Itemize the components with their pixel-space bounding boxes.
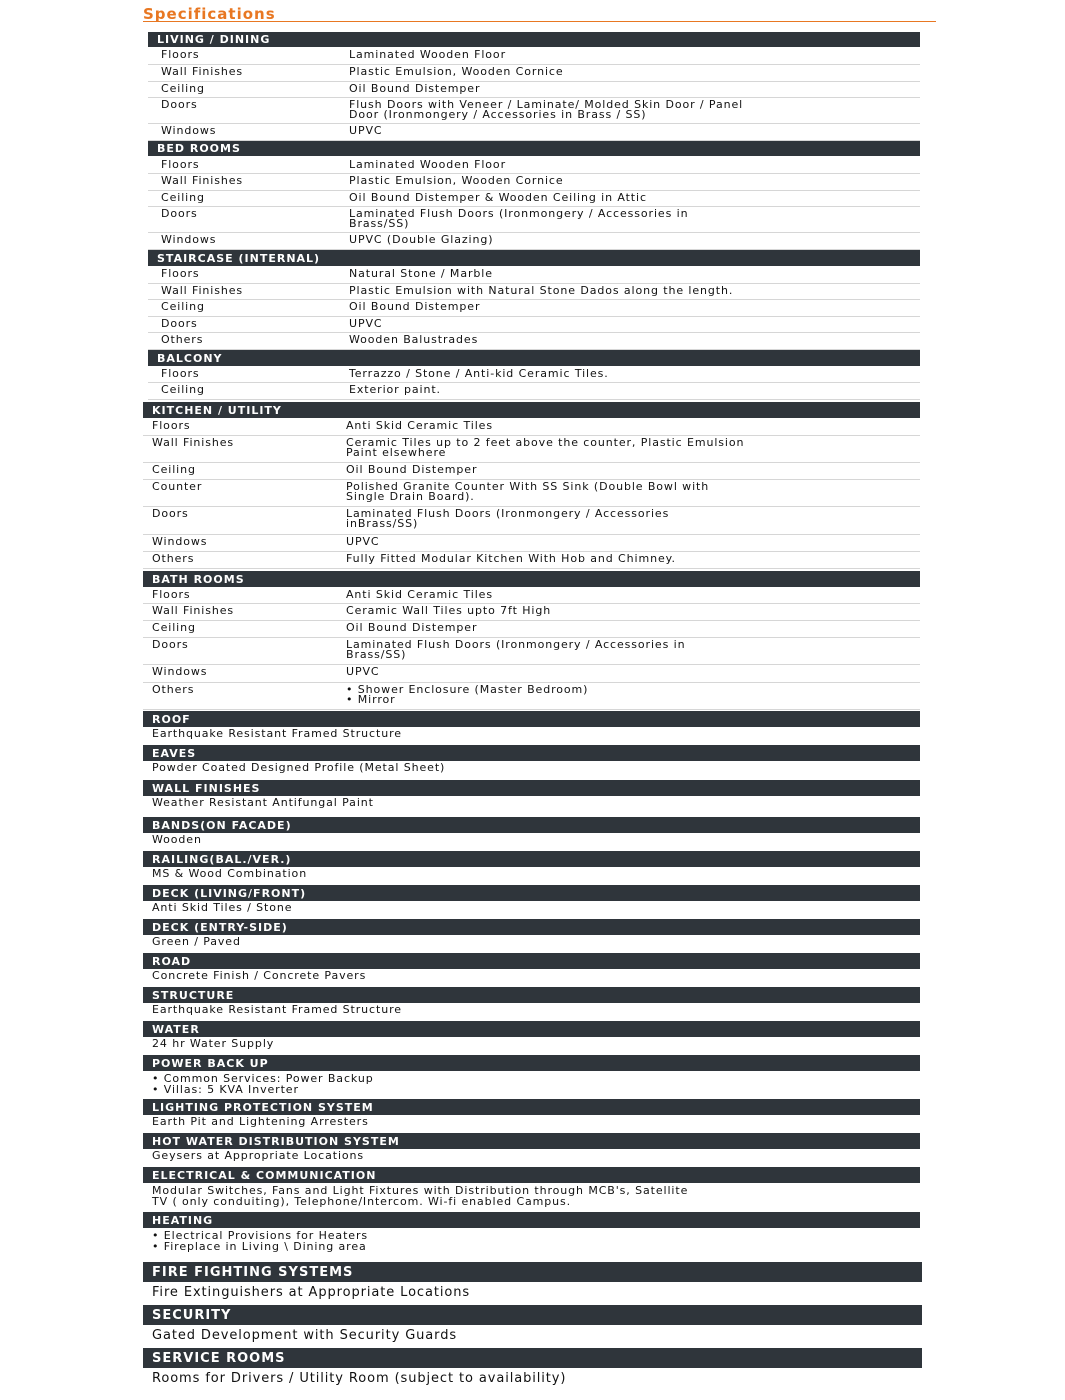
spec-value-line: Flush Doors with Veneer / Laminate/ Molded Skin Door / Panel <box>349 98 744 111</box>
section-header-water: WATER <box>143 1021 920 1037</box>
spec-row <box>148 284 920 300</box>
spec-label: Doors <box>152 507 189 520</box>
spec-label: Floors <box>152 419 191 432</box>
spec-value <box>349 335 478 345</box>
section-text-line: • Electrical Provisions for Heaters <box>152 1229 369 1242</box>
spec-label: Windows <box>152 535 208 548</box>
section-header-fire-fighting-systems: FIRE FIGHTING SYSTEMS <box>143 1262 922 1282</box>
section-text-line: 24 hr Water Supply <box>152 1037 275 1050</box>
spec-label: Doors <box>161 98 198 111</box>
spec-row <box>148 65 920 82</box>
section-text-heating <box>143 1231 920 1253</box>
spec-value <box>349 50 506 60</box>
spec-value-line: UPVC <box>346 535 380 548</box>
spec-value-line: UPVC <box>349 317 383 330</box>
spec-label: Floors <box>161 367 200 380</box>
spec-label: Doors <box>161 317 198 330</box>
section-text-line: Anti Skid Tiles / Stone <box>152 901 293 914</box>
spec-label: Floors <box>161 267 200 280</box>
spec-row <box>148 317 920 333</box>
spec-row <box>143 419 920 436</box>
spec-value <box>349 235 493 245</box>
section-text-power-back-up <box>143 1074 920 1096</box>
section-text-railing-bal-ver <box>143 869 920 880</box>
spec-label: Wall Finishes <box>161 174 244 187</box>
spec-value-line: UPVC <box>349 124 383 137</box>
spec-value-line: Oil Bound Distemper <box>346 621 478 634</box>
spec-value-line: inBrass/SS) <box>346 517 419 530</box>
section-text-line: Modular Switches, Fans and Light Fixtures with Distribution through MCB's, Satellite <box>152 1184 689 1197</box>
spec-value <box>346 667 380 677</box>
section-header-railing-bal-ver: RAILING(BAL./VER.) <box>143 851 920 867</box>
spec-value <box>346 465 477 475</box>
spec-value-line: • Mirror <box>346 693 396 706</box>
spec-value-line: Plastic Emulsion, Wooden Cornice <box>349 65 564 78</box>
spec-value-line: Laminated Flush Doors (Ironmongery / Accessories <box>346 507 670 520</box>
spec-row <box>143 665 920 683</box>
spec-value <box>349 126 383 136</box>
spec-row <box>148 233 920 250</box>
spec-label: Others <box>152 552 195 565</box>
section-text-line: Rooms for Drivers / Utility Room (subject to availability) <box>152 1371 567 1386</box>
spec-value <box>346 685 588 705</box>
spec-value-line: Anti Skid Ceramic Tiles <box>346 419 493 432</box>
spec-value <box>346 640 685 660</box>
spec-value-line: Exterior paint. <box>349 383 441 396</box>
section-header-service-rooms: SERVICE ROOMS <box>143 1348 922 1368</box>
spec-row <box>148 267 920 284</box>
spec-label: Wall Finishes <box>161 65 244 78</box>
spec-label: Counter <box>152 480 203 493</box>
spec-label: Windows <box>152 665 208 678</box>
spec-row <box>148 174 920 191</box>
section-text-bands-on-facade <box>143 835 920 846</box>
spec-value <box>346 438 744 458</box>
section-text-line: Green / Paved <box>152 935 241 948</box>
spec-row <box>143 463 920 480</box>
spec-value <box>349 67 564 77</box>
section-header-hot-water-distribution-system: HOT WATER DISTRIBUTION SYSTEM <box>143 1133 920 1149</box>
spec-value <box>349 369 609 379</box>
spec-label: Ceiling <box>161 191 205 204</box>
spec-value <box>346 537 380 547</box>
spec-value <box>349 302 480 312</box>
spec-label: Floors <box>161 158 200 171</box>
spec-label: Floors <box>152 588 191 601</box>
section-header-kitchen-utility: KITCHEN / UTILITY <box>143 402 920 418</box>
section-header-power-back-up: POWER BACK UP <box>143 1055 920 1071</box>
spec-row <box>148 48 920 65</box>
spec-row <box>143 638 920 665</box>
spec-label: Windows <box>161 233 217 246</box>
spec-value-line: Laminated Flush Doors (Ironmongery / Accessories in <box>349 207 689 220</box>
spec-value <box>346 606 551 616</box>
spec-row <box>148 383 920 400</box>
spec-value <box>349 319 383 329</box>
spec-row <box>148 191 920 207</box>
section-text-deck-entry-side <box>143 937 920 948</box>
section-header-staircase-internal: STAIRCASE (INTERNAL) <box>148 250 920 266</box>
spec-value-line: UPVC (Double Glazing) <box>349 233 494 246</box>
spec-value <box>349 100 743 120</box>
spec-value <box>346 623 477 633</box>
section-text-eaves <box>143 763 920 774</box>
spec-value-line: Plastic Emulsion, Wooden Cornice <box>349 174 564 187</box>
section-text-line: • Villas: 5 KVA Inverter <box>152 1083 299 1096</box>
section-text-line: Gated Development with Security Guards <box>152 1328 458 1343</box>
spec-label: Ceiling <box>152 621 196 634</box>
spec-value-line: Brass/SS) <box>349 217 410 230</box>
spec-value <box>349 286 733 296</box>
section-text-service-rooms <box>143 1372 922 1385</box>
section-header-bed-rooms: BED ROOMS <box>148 141 920 156</box>
section-header-living-dining: LIVING / DINING <box>148 32 920 47</box>
spec-label: Others <box>161 333 204 346</box>
section-header-deck-living-front: DECK (LIVING/FRONT) <box>143 885 920 901</box>
spec-value-line: Brass/SS) <box>346 648 407 661</box>
spec-value-line: Natural Stone / Marble <box>349 267 493 280</box>
section-header-security: SECURITY <box>143 1305 922 1325</box>
section-text-line: • Common Services: Power Backup <box>152 1072 374 1085</box>
section-text-electrical-communication <box>143 1186 920 1208</box>
spec-label: Windows <box>161 124 217 137</box>
spec-value <box>349 193 647 203</box>
spec-row <box>148 333 920 350</box>
spec-row <box>148 82 920 98</box>
spec-label: Ceiling <box>161 383 205 396</box>
spec-label: Doors <box>152 638 189 651</box>
spec-row <box>143 621 920 638</box>
spec-row <box>148 207 920 233</box>
section-text-structure <box>143 1005 920 1016</box>
spec-value-line: Plastic Emulsion with Natural Stone Dados along the length. <box>349 284 734 297</box>
spec-value-line: Laminated Flush Doors (Ironmongery / Accessories in <box>346 638 686 651</box>
spec-value-line: Oil Bound Distemper <box>346 463 478 476</box>
section-text-road <box>143 971 920 982</box>
section-header-electrical-communication: ELECTRICAL & COMMUNICATION <box>143 1167 920 1183</box>
spec-value <box>349 84 480 94</box>
spec-value-line: Ceramic Wall Tiles upto 7ft High <box>346 604 552 617</box>
spec-value-line: Fully Fitted Modular Kitchen With Hob and Chimney. <box>346 552 676 565</box>
section-text-security <box>143 1329 922 1342</box>
section-text-hot-water-distribution-system <box>143 1151 920 1162</box>
spec-row <box>143 604 920 621</box>
spec-value <box>346 554 676 564</box>
section-text-line: Earthquake Resistant Framed Structure <box>152 1003 402 1016</box>
spec-value <box>346 590 493 600</box>
section-text-fire-fighting-systems <box>143 1286 922 1299</box>
spec-value-line: UPVC <box>346 665 380 678</box>
spec-value <box>349 176 564 186</box>
spec-row <box>143 507 920 535</box>
spec-value <box>349 160 506 170</box>
spec-row <box>143 683 920 710</box>
spec-label: Ceiling <box>161 82 205 95</box>
section-header-heating: HEATING <box>143 1212 920 1228</box>
section-text-line: Geysers at Appropriate Locations <box>152 1149 365 1162</box>
spec-value-line: Laminated Wooden Floor <box>349 158 506 171</box>
page-title: Specifications <box>143 5 276 23</box>
section-header-eaves: EAVES <box>143 745 920 761</box>
section-text-line: Wooden <box>152 833 202 846</box>
section-text-line: MS & Wood Combination <box>152 867 308 880</box>
section-text-line: TV ( only conduiting), Telephone/Intercom. Wi-fi enabled Campus. <box>152 1195 572 1208</box>
spec-label: Others <box>152 683 195 696</box>
spec-value-line: Anti Skid Ceramic Tiles <box>346 588 493 601</box>
spec-value <box>349 209 688 229</box>
section-header-bands-on-facade: BANDS(ON FACADE) <box>143 817 920 833</box>
spec-row <box>148 98 920 124</box>
spec-label: Wall Finishes <box>161 284 244 297</box>
spec-value <box>349 269 493 279</box>
spec-row <box>148 158 920 174</box>
section-text-line: Earthquake Resistant Framed Structure <box>152 727 402 740</box>
spec-value-line: Laminated Wooden Floor <box>349 48 506 61</box>
spec-value-line: Wooden Balustrades <box>349 333 479 346</box>
spec-row <box>148 367 920 383</box>
section-header-balcony: BALCONY <box>148 350 920 366</box>
spec-value-line: Paint elsewhere <box>346 446 447 459</box>
spec-label: Doors <box>161 207 198 220</box>
spec-row <box>148 300 920 317</box>
spec-value-line: Oil Bound Distemper & Wooden Ceiling in Attic <box>349 191 647 204</box>
spec-value <box>346 509 669 529</box>
spec-value <box>346 482 709 502</box>
spec-value-line: Polished Granite Counter With SS Sink (Double Bowl with <box>346 480 710 493</box>
section-text-line: Powder Coated Designed Profile (Metal Sheet) <box>152 761 446 774</box>
spec-label: Ceiling <box>161 300 205 313</box>
spec-row <box>143 552 920 569</box>
section-header-deck-entry-side: DECK (ENTRY-SIDE) <box>143 919 920 935</box>
spec-row <box>143 480 920 507</box>
spec-row <box>143 588 920 604</box>
section-header-wall-finishes: WALL FINISHES <box>143 780 920 796</box>
section-text-deck-living-front <box>143 903 920 914</box>
section-text-line: • Fireplace in Living \ Dining area <box>152 1240 367 1253</box>
spec-value <box>349 385 441 395</box>
spec-value-line: • Shower Enclosure (Master Bedroom) <box>346 683 589 696</box>
spec-value-line: Ceramic Tiles up to 2 feet above the counter, Plastic Emulsion <box>346 436 745 449</box>
section-text-line: Concrete Finish / Concrete Pavers <box>152 969 367 982</box>
section-header-roof: ROOF <box>143 711 920 727</box>
section-header-lighting-protection-system: LIGHTING PROTECTION SYSTEM <box>143 1099 920 1115</box>
spec-value <box>346 421 493 431</box>
spec-row <box>148 124 920 141</box>
spec-row <box>143 436 920 463</box>
spec-value-line: Door (Ironmongery / Accessories in Brass / SS) <box>349 108 647 121</box>
spec-value-line: Oil Bound Distemper <box>349 300 481 313</box>
section-header-structure: STRUCTURE <box>143 987 920 1003</box>
section-text-water <box>143 1039 920 1050</box>
section-text-line: Weather Resistant Antifungal Paint <box>152 796 374 809</box>
spec-label: Floors <box>161 48 200 61</box>
section-text-line: Earth Pit and Lightening Arresters <box>152 1115 369 1128</box>
section-text-lighting-protection-system <box>143 1117 920 1128</box>
spec-label: Wall Finishes <box>152 436 235 449</box>
section-text-line: Fire Extinguishers at Appropriate Locations <box>152 1285 471 1300</box>
spec-value-line: Single Drain Board). <box>346 490 475 503</box>
spec-label: Ceiling <box>152 463 196 476</box>
section-header-bath-rooms: BATH ROOMS <box>143 571 920 587</box>
section-header-road: ROAD <box>143 953 920 969</box>
section-text-roof <box>143 729 920 740</box>
spec-value-line: Oil Bound Distemper <box>349 82 481 95</box>
spec-label: Wall Finishes <box>152 604 235 617</box>
spec-row <box>143 535 920 552</box>
spec-value-line: Terrazzo / Stone / Anti-kid Ceramic Tiles. <box>349 367 609 380</box>
section-text-wall-finishes <box>143 798 920 809</box>
